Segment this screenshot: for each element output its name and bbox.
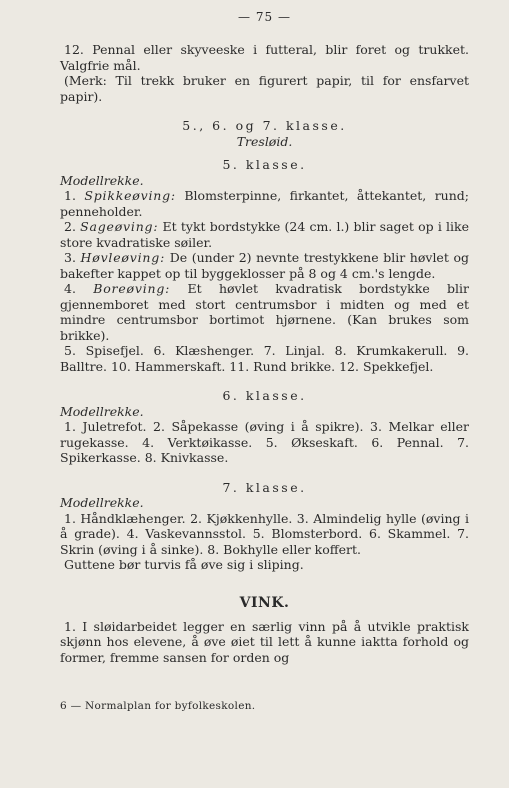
item-term: Spikkeøving:: [84, 188, 176, 203]
item-text: Et høvlet kvadratisk bordstykke blir gjennemboret med stort centrumsbor i midten og med et mindre centrumsbor bortimot hjørnene. (Kan brukes som brikke).: [60, 281, 470, 343]
class-6-items: 1. Juletrefot. 2. Såpekasse (øving i å spikre). 3. Melkar eller rugekasse. 4. Verktøikasse. 5. Økseskaft. 6. Pennal. 7. Spikerkasse. 8. Knivkasse.: [60, 419, 469, 465]
class-5-item-3: [60, 250, 469, 281]
class-5-item-4: [60, 281, 469, 343]
note-paragraph: (Merk: Til trekk bruker en figurert papir, til for ensfarvet papir).: [60, 73, 469, 104]
class-5-model-label: Modellrekke.: [60, 172, 144, 188]
item-12-paragraph: 12. Pennal eller skyveeske i futteral, blir foret og trukket. Valgfrie mål.: [60, 42, 469, 73]
section-heading: 5., 6. og 7. klasse.: [182, 118, 347, 133]
class-5-heading: 5. klasse.: [222, 157, 307, 172]
class-5-item-1: [60, 188, 469, 219]
class-7-heading: 7. klasse.: [222, 479, 307, 495]
class-5-item-2: [60, 219, 469, 250]
item-number: 3.: [64, 250, 81, 265]
footnote: 6 — Normalplan for byfolkeskolen.: [60, 700, 256, 712]
item-text: De (under 2) nevnte trestykkene blir høvlet og bakefter kappet op til byggeklosser på 8 og 4 cm.'s lengde.: [60, 250, 469, 281]
vink-item-1: 1. I sløidarbeidet legger en særlig vinn på å utvikle praktisk skjønn hos elevene, å øve øiet til lett å kunne iaktta forhold og former, fremme sansen for orden og: [60, 618, 469, 665]
item-number: 4.: [64, 281, 94, 296]
class-6-model-label: Modellrekke.: [60, 403, 144, 419]
class-7-boys-note: Guttene bør turvis få øve sig i sliping.: [64, 557, 304, 572]
item-text: Et tykt bordstykke (24 cm. l.) blir saget op i like store kvadratiske søiler.: [60, 219, 469, 250]
section-subheading: Tresløid.: [236, 133, 293, 149]
vink-heading: VINK.: [239, 594, 290, 611]
item-term: Sageøving:: [80, 219, 159, 234]
item-text: Blomsterpinne, firkantet, åttekantet, rund; penneholder.: [60, 188, 469, 219]
item-term: Boreøving:: [93, 281, 171, 296]
class-6-heading: 6. klasse.: [222, 388, 307, 403]
class-5-items-5-12: 5. Spisefjel. 6. Klæshenger. 7. Linjal. 8. Krumkakerull. 9. Balltre. 10. Hammerskaft. 11. Rund brikke. 12. Spekkefjel.: [60, 343, 469, 374]
item-number: 1.: [64, 188, 85, 203]
class-7-items: 1. Håndklæhenger. 2. Kjøkkenhylle. 3. Almindelig hylle (øving i å grade). 4. Vaskevannsstol. 5. Blomsterbord. 6. Skammel. 7. Skrin (øving i å sinke). 8. Bokhylle eller koffert.: [60, 510, 469, 557]
item-number: 2.: [64, 219, 81, 234]
class-7-model-label: Modellrekke.: [60, 495, 144, 510]
page-number: — 75 —: [238, 10, 291, 24]
item-term: Høvleøving:: [80, 250, 166, 265]
